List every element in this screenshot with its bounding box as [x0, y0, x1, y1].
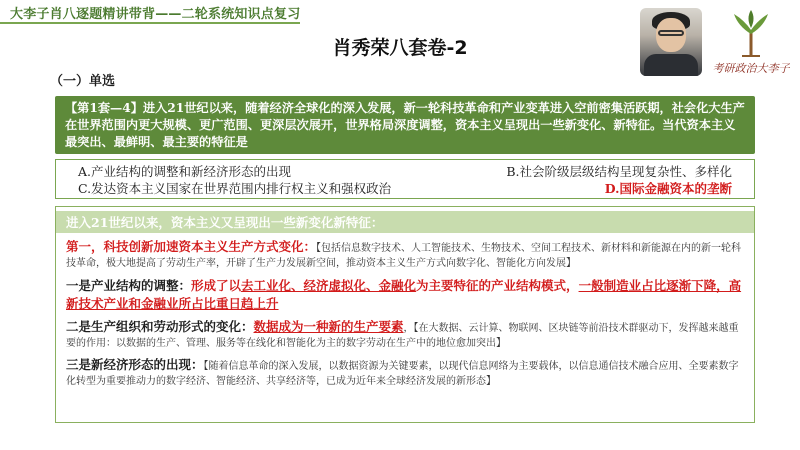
point-3-note: ，【在大数据、云计算、物联网、区块链等前沿技术群驱动下，发挥越来越重要的作用：以数据的生产、管理、服务等在线化和智能化为主的数字劳动在生产中的地位愈加突出】: [66, 323, 739, 349]
analysis-point-4: [66, 357, 744, 389]
presenter-glasses: [658, 30, 684, 36]
point-3-lead: 二是生产组织和劳动形式的变化：: [66, 319, 254, 334]
presenter-body: [644, 54, 698, 76]
options-row: [78, 180, 732, 197]
analysis-header: 进入21世纪以来，资本主义又呈现出一些新变化新特征：: [56, 211, 754, 233]
point-3-highlight: 数据成为一种新的生产要素: [253, 319, 404, 334]
option-a[interactable]: A.产业结构的调整和新经济形态的出现: [78, 164, 292, 179]
question-text: 进入21世纪以来，随着经济全球化的深入发展，新一轮科技革命和产业变革进入空前密集活跃期，社会化大生产在世界范围内更大规模、更广范围、更深层次展开，世界格局深度调整，资本主义呈现出一些新变化、新特征。当代资本主义最突出、最鲜明、最主要的特征是: [65, 101, 745, 149]
banner-title: 大李子肖八逐题精讲带背——二轮系统知识点复习: [10, 7, 301, 22]
point-4-lead: 三是新经济形态的出现：: [66, 357, 204, 372]
tree-logo-icon: [730, 8, 772, 58]
point-1-lead: 第一，科技创新加速资本主义生产方式变化：: [66, 239, 317, 254]
banner-divider: [0, 22, 300, 24]
presenter-video: [640, 8, 702, 76]
section-label: （一）单选: [50, 74, 116, 89]
analysis-point-2: [66, 277, 744, 313]
question-box: [55, 96, 755, 154]
analysis-point-1: [66, 239, 744, 271]
page-title: 肖秀荣八套卷-2: [332, 37, 468, 59]
logo-text: 考研政治大李子: [712, 62, 790, 75]
point-4-note: 【随着信息革命的深入发展，以数据资源为关键要素，以现代信息网络为主要载体，以信息通信技术融合应用、全要素数字化转型为重要推动力的数字经济、智能经济、共享经济等，已成为近年来全球经济发展的新形态】: [66, 361, 739, 387]
point-1-note: 【包括信息数字技术、人工智能技术、生物技术、空间工程技术、新材料和新能源在内的新一轮科技革命，极大地提高了劳动生产率，开辟了生产力发展新空间，推动资本主义生产方式向数字化、智能化方向发展】: [66, 243, 742, 269]
point-2-underline-1: 去工业化、经济虚拟化、金融化: [241, 278, 417, 293]
point-2-lead: 一是产业结构的调整：: [66, 278, 192, 293]
point-2-text-b: 为主要特征的产业结构模式，: [416, 278, 579, 293]
option-b[interactable]: B.社会阶级层级结构呈现复杂性、多样化: [506, 164, 732, 179]
brand-logo: [708, 8, 794, 76]
analysis-box: [55, 206, 755, 423]
option-d-answer[interactable]: D.国际金融资本的垄断: [604, 181, 732, 196]
option-c[interactable]: C.发达资本主义国家在世界范围内排行权主义和强权政治: [78, 181, 392, 196]
options-box: [55, 159, 755, 199]
analysis-point-3: [66, 319, 744, 351]
point-2-text-a: 形成了以: [191, 278, 242, 293]
options-row: [78, 163, 732, 180]
point-2-underline-2: 一般制造业占比逐渐下降，高新技术产业和金融业所占比重日趋上升: [66, 278, 742, 311]
question-tag: 【第1套—4】: [65, 101, 143, 115]
